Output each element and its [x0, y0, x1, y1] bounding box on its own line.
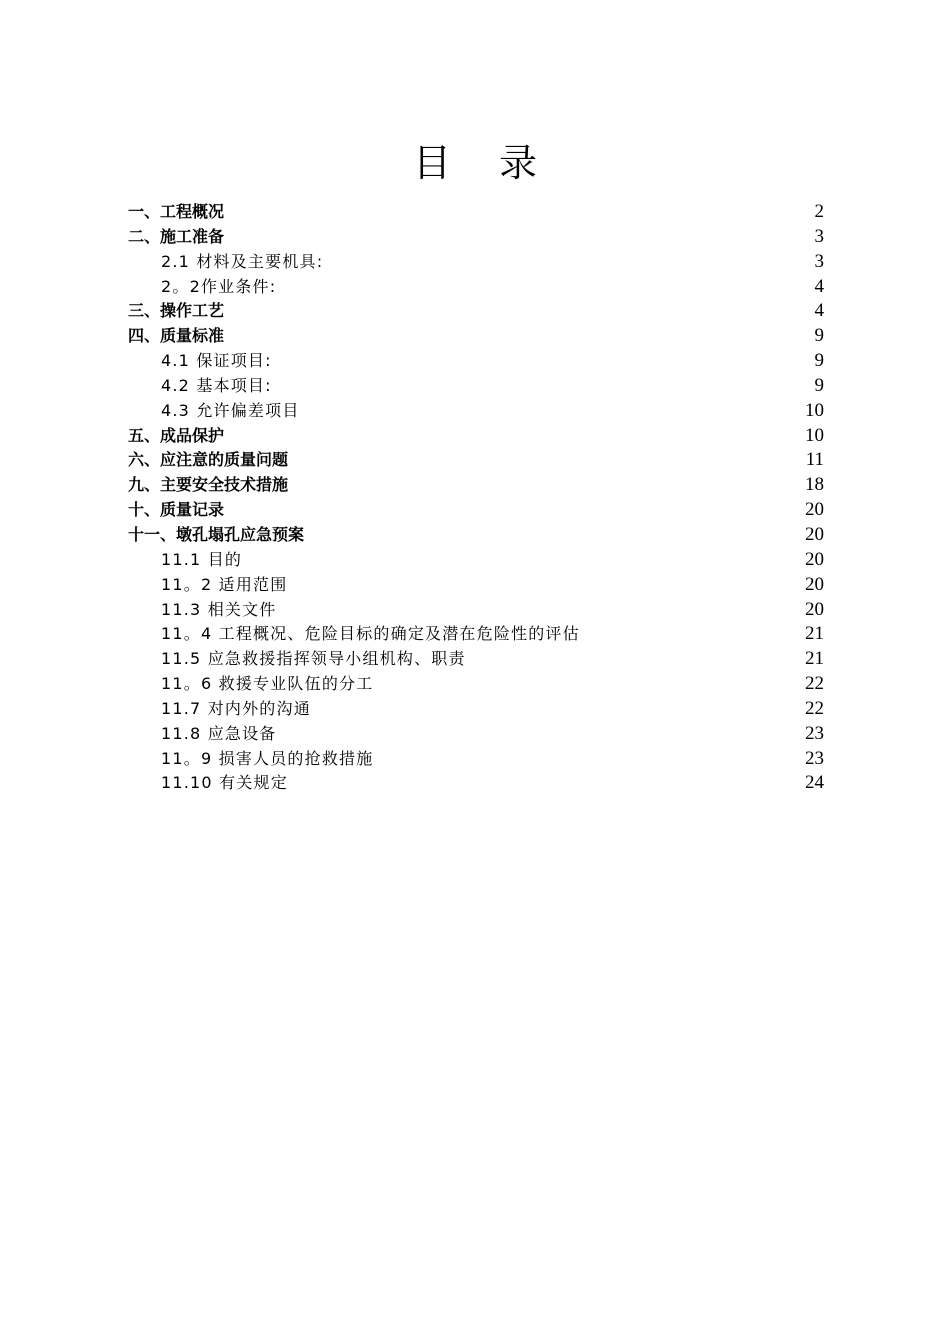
toc-entry-page-number: 3 — [814, 250, 824, 272]
toc-entry-page-number: 20 — [805, 548, 824, 570]
toc-entry-page-number: 23 — [805, 747, 824, 769]
toc-entry-page-number: 21 — [805, 648, 824, 670]
toc-entry-label: 三、操作工艺 — [128, 301, 225, 321]
toc-entry-label: 十一、墩孔塌孔应急预案 — [128, 524, 305, 544]
toc-entry-label: 11.5 应急救援指挥领导小组机构、职责 — [161, 649, 466, 669]
toc-entry-label: 四、质量标准 — [128, 326, 225, 346]
toc-entry-label: 4.2 基本项目: — [161, 375, 272, 395]
toc-entry-page-number: 4 — [814, 275, 824, 297]
toc-entry-label: 11。9 损害人员的抢救措施 — [161, 748, 374, 768]
toc-entry-page-number: 11 — [805, 449, 824, 471]
toc-entry-page-number: 20 — [805, 573, 824, 595]
toc-entry[interactable] — [128, 275, 824, 300]
toc-entry[interactable] — [128, 473, 824, 498]
toc-entry-label: 11.7 对内外的沟通 — [161, 698, 311, 718]
toc-entry-label: 11。6 救援专业队伍的分工 — [161, 674, 374, 694]
toc-entry[interactable] — [128, 374, 824, 399]
table-of-contents — [128, 200, 824, 796]
toc-entry[interactable] — [128, 324, 824, 349]
toc-entry-page-number: 4 — [814, 300, 824, 322]
toc-entry-page-number: 3 — [814, 225, 824, 247]
toc-entry-page-number: 9 — [814, 374, 824, 396]
toc-entry[interactable] — [128, 573, 824, 598]
toc-entry[interactable] — [128, 448, 824, 473]
toc-entry-label: 九、主要安全技术措施 — [128, 475, 289, 495]
toc-entry-page-number: 9 — [814, 325, 824, 347]
toc-entry-label: 五、成品保护 — [128, 425, 225, 445]
toc-entry[interactable] — [128, 598, 824, 623]
toc-entry-label: 六、应注意的质量问题 — [128, 450, 289, 470]
toc-entry-label: 11。2 适用范围 — [161, 574, 288, 594]
toc-entry[interactable] — [128, 349, 824, 374]
toc-entry-label: 2。2作业条件: — [161, 276, 277, 296]
toc-entry-label: 11.3 相关文件 — [161, 599, 277, 619]
toc-entry-page-number: 10 — [805, 424, 824, 446]
toc-entry[interactable] — [128, 697, 824, 722]
toc-entry-label: 一、工程概况 — [128, 202, 225, 221]
toc-entry-page-number: 22 — [805, 673, 824, 695]
toc-entry[interactable] — [128, 225, 824, 250]
toc-entry-label: 4.1 保证项目: — [161, 351, 272, 371]
toc-title: 目 录 — [412, 141, 556, 185]
toc-entry[interactable] — [128, 722, 824, 747]
toc-entry-page-number: 2 — [814, 201, 824, 222]
toc-entry[interactable] — [128, 548, 824, 573]
toc-entry-page-number: 24 — [805, 772, 824, 794]
toc-entry-label: 11.8 应急设备 — [161, 723, 277, 743]
toc-entry[interactable] — [128, 523, 824, 548]
toc-entry[interactable] — [128, 672, 824, 697]
toc-entry-label: 二、施工准备 — [128, 226, 225, 246]
toc-entry[interactable] — [128, 399, 824, 424]
toc-entry[interactable] — [128, 200, 824, 225]
toc-entry-page-number: 10 — [805, 399, 824, 421]
toc-entry-page-number: 21 — [805, 623, 824, 645]
toc-entry[interactable] — [128, 647, 824, 672]
toc-entry-label: 11.1 目的 — [161, 549, 243, 569]
toc-entry-page-number: 20 — [805, 598, 824, 620]
toc-entry-label: 11。4 工程概况、危险目标的确定及潜在危险性的评估 — [161, 624, 580, 644]
toc-entry[interactable] — [128, 771, 824, 796]
toc-entry[interactable] — [128, 622, 824, 647]
toc-entry[interactable] — [128, 424, 824, 449]
toc-entry-label: 2.1 材料及主要机具: — [161, 251, 324, 271]
toc-entry-page-number: 23 — [805, 722, 824, 744]
toc-entry[interactable] — [128, 299, 824, 324]
toc-entry-page-number: 9 — [814, 350, 824, 372]
toc-entry-page-number: 20 — [805, 499, 824, 521]
toc-entry-page-number: 18 — [805, 474, 824, 496]
toc-entry-label: 4.3 允许偏差项目 — [161, 400, 300, 420]
toc-entry[interactable] — [128, 250, 824, 275]
toc-entry-label: 11.10 有关规定 — [161, 773, 288, 793]
toc-entry-page-number: 20 — [805, 523, 824, 545]
toc-entry[interactable] — [128, 747, 824, 772]
toc-entry-label: 十、质量记录 — [128, 500, 225, 520]
toc-entry[interactable] — [128, 498, 824, 523]
toc-entry-page-number: 22 — [805, 697, 824, 719]
